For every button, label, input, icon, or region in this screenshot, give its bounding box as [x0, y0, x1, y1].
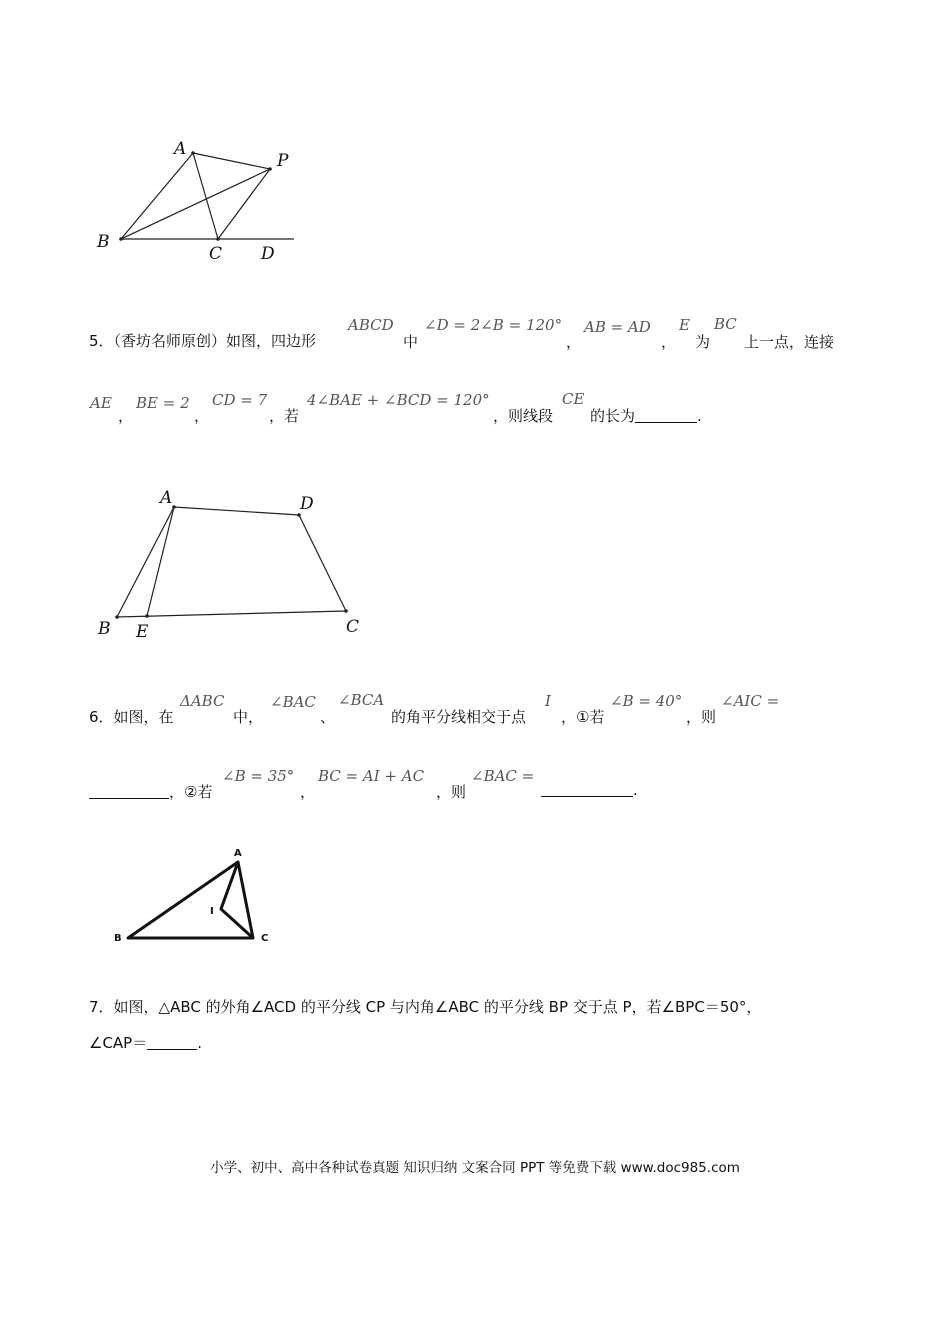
q5-E: E [679, 316, 690, 334]
q5-comma1: ， [566, 333, 582, 351]
label-D: D [261, 244, 275, 264]
q6-ze1: ，则 [686, 708, 717, 726]
q6-ang2: ∠BCA [338, 691, 385, 709]
q5-ze: ，则线段 [493, 407, 554, 425]
label-A: A [160, 488, 173, 508]
q6-ask2: ∠BAC = [471, 767, 535, 785]
q5-c3: ， [118, 407, 134, 425]
q5-quad: ABCD [348, 316, 394, 334]
q5-cond2: AB = AD [584, 318, 651, 336]
q5-ruo: ，若 [269, 407, 300, 425]
q5-BC: BC [714, 315, 737, 333]
q6-ask1: ∠AIC = [721, 692, 780, 710]
q6-answer2: . [541, 781, 638, 799]
q5-tail1: 上一点，连接 [744, 333, 835, 351]
q5-comma2: ， [661, 333, 677, 351]
q5-line1 [89, 330, 316, 351]
q6-I: I [545, 692, 551, 710]
q5-cond3: 4∠BAE + ∠BCD = 120° [307, 391, 490, 409]
q6-answer1-blank[interactable] [89, 784, 169, 799]
q5-tail2: 的长为 . [590, 407, 702, 425]
q5-c4: ， [194, 407, 210, 425]
label-I: I [210, 906, 214, 917]
label-A: A [174, 139, 187, 159]
q6-ze2: ，则 [436, 783, 467, 801]
figure-q6-triangle [108, 842, 283, 952]
q7-line2: ∠CAP＝ . [89, 1034, 203, 1052]
q5-number: 5． [89, 332, 114, 350]
label-A: A [234, 848, 242, 859]
q6-cond3: BC = AI + AC [318, 767, 425, 785]
q6-ruo1: ，①若 [561, 708, 605, 726]
label-C: C [261, 933, 269, 944]
q6-cond2: ∠B = 35° [222, 767, 295, 785]
label-C: C [209, 244, 223, 264]
q6-tri: ΔABC [180, 692, 225, 710]
q6-text1: 的角平分线相交于点 [391, 708, 527, 726]
label-C: C [346, 617, 360, 637]
q7-answer-blank[interactable] [147, 1035, 197, 1050]
q6-ang1: ∠BAC [270, 693, 316, 711]
q5-CD: CD = 7 [212, 391, 268, 409]
q5-CE: CE [562, 390, 585, 408]
q6-comma: ， [300, 783, 316, 801]
q6-cond1: ∠B = 40° [610, 692, 683, 710]
q7-line1: 7．如图，△ABC 的外角∠ACD 的平分线 CP 与内角∠ABC 的平分线 BP 交于点 P，若∠BPC＝50°， [89, 998, 762, 1016]
label-B: B [97, 232, 110, 252]
q5-zhong: 中 [403, 333, 419, 351]
q6-line2: ，②若 [89, 781, 212, 802]
q6-number: 6．如图，在 [89, 708, 174, 726]
footer-text: 小学、初中、高中各种试卷真题 知识归纳 文案合同 PPT 等免费下载 www.doc985.com [210, 1160, 740, 1176]
q5-wei: 为 [695, 333, 711, 351]
label-D: D [300, 494, 314, 514]
label-P: P [277, 151, 289, 171]
label-B: B [98, 619, 111, 639]
q6-dun: 、 [320, 708, 336, 726]
figure-q5-quadrilateral [90, 485, 380, 645]
label-E: E [136, 622, 149, 642]
q5-source: （香坊名师原创）如图，四边形 [113, 332, 317, 350]
q5-cond1: ∠D = 2∠B = 120° [424, 316, 563, 334]
q5-BE: BE = 2 [136, 394, 190, 412]
figure-q4-parallelogram [90, 135, 310, 270]
q5-answer-blank[interactable] [635, 408, 697, 423]
q6-zhong: 中， [233, 708, 264, 726]
q6-answer2-blank[interactable] [541, 782, 633, 797]
label-B: B [114, 933, 122, 944]
q5-AE: AE [90, 394, 112, 412]
